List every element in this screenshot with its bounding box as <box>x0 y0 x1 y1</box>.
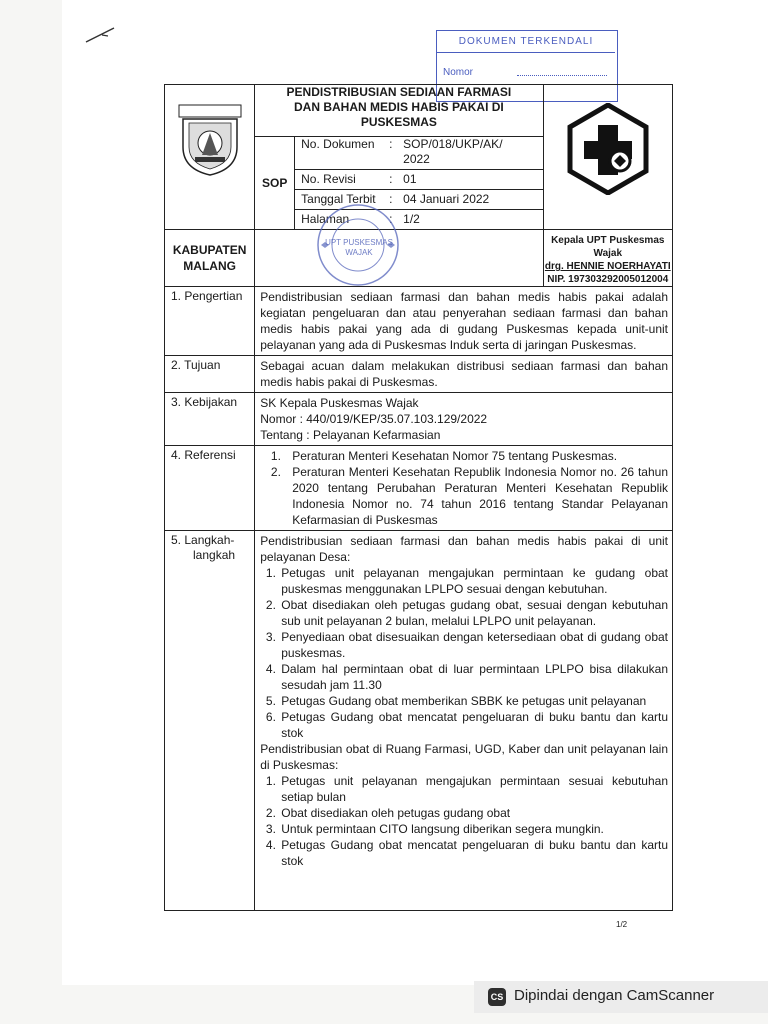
kepala-name: drg. HENNIE NOERHAYATI <box>544 261 671 272</box>
sop-title <box>255 85 543 137</box>
list-item: 3. Penyediaan obat disesuaikan dengan ketersediaan obat di gudang obat puskesmas. <box>279 629 668 661</box>
meta-value: SOP/018/UKP/AK/ 2022 <box>403 137 503 166</box>
puskesmas-logo-icon <box>566 103 650 195</box>
langkah-label-1: 5. Langkah- <box>171 533 235 547</box>
stamp-nomor-label: Nomor <box>443 67 474 78</box>
section-body-referensi <box>255 446 673 531</box>
meta-key: Tanggal Terbit <box>301 192 376 206</box>
kabupaten-label <box>165 230 255 287</box>
title-line-3: PUSKESMAS <box>360 115 437 129</box>
kebijakan-line: Tentang : Pelayanan Kefarmasian <box>260 428 441 442</box>
section-body-kebijakan <box>255 393 673 446</box>
list-item: 4. Dalam hal permintaan obat di luar permintaan LPLPO bisa dilakukan sesudah jam 11.30 <box>279 661 668 693</box>
meta-colon: : <box>389 212 393 226</box>
stamp-title: DOKUMEN TERKENDALI <box>437 31 615 53</box>
title-line-1: PENDISTRIBUSIAN SEDIAAN FARMASI <box>286 85 512 99</box>
section-label-tujuan: 2. Tujuan <box>165 356 255 393</box>
camscanner-text: Dipindai dengan CamScanner <box>514 987 715 1004</box>
sop-label: SOP <box>255 137 295 230</box>
section-label-langkah <box>165 531 255 911</box>
list-item: 2. Obat disediakan oleh petugas gudang obat, sesuai dengan kebutuhan sub unit pelayanan 2 bulan, melalui LPLPO unit pelayanan. <box>279 597 668 629</box>
meta-value: 1/2 <box>403 212 420 226</box>
logo-cell <box>165 85 255 230</box>
meta-colon: : <box>389 137 393 151</box>
kab-line-2: MALANG <box>183 259 236 273</box>
meta-colon: : <box>389 192 393 206</box>
kebijakan-line: SK Kepala Puskesmas Wajak <box>260 396 419 410</box>
list-item: 4. Petugas Gudang obat mencatat pengeluaran di buku bantu dan kartu stok <box>279 837 668 869</box>
langkah-intro-farmasi: Pendistribusian obat di Ruang Farmasi, UGD, Kaber dan unit pelayanan lain di Puskesmas: <box>260 742 668 772</box>
meta-value: 04 Januari 2022 <box>403 192 490 206</box>
list-item: 2. Peraturan Menteri Kesehatan Republik Indonesia Nomor no. 26 tahun 2020 tentang Perubahan Peraturan Menteri Kesehatan Republik Indonesia Nomor no. 74 tahun 2016 tentang Standar Pelayanan Kefarmasian di Puskesmas <box>284 464 668 528</box>
page-number: 1/2 <box>616 920 628 929</box>
meta-revisi <box>295 170 542 190</box>
kepala-title: Kepala UPT Puskesmas Wajak <box>551 235 665 259</box>
meta-key: Halaman <box>301 212 350 226</box>
kepala-cell <box>543 230 672 287</box>
kab-line-1: KABUPATEN <box>172 243 247 257</box>
stamp-dotted-line <box>517 75 607 76</box>
section-body-tujuan: Sebagai acuan dalam melakukan distribusi sediaan farmasi dan bahan medis habis pakai di Puskesmas. <box>255 356 673 393</box>
meta-colon: : <box>389 172 393 186</box>
title-line-2: DAN BAHAN MEDIS HABIS PAKAI DI <box>293 100 504 114</box>
meta-dokumen <box>295 137 542 170</box>
section-body-pengertian: Pendistribusian sediaan farmasi dan bahan medis habis pakai adalah kegiatan pengeluaran dan atau penyerahan sediaan farmasi dan bahan medis habis pakai yang ada di gudang Puskesmas kepada unit-unit pelayanan yang ada di Puskesmas Induk serta di jaringan Puskesmas. <box>255 287 673 356</box>
langkah-label-2: langkah <box>193 548 236 562</box>
list-item: 3. Untuk permintaan CITO langsung diberikan segera mungkin. <box>279 821 668 837</box>
puskesmas-logo-cell <box>543 85 672 230</box>
meta-value: 01 <box>403 172 417 186</box>
kebijakan-line: Nomor : 440/019/KEP/35.07.103.129/2022 <box>260 412 488 426</box>
list-item: 6. Petugas Gudang obat mencatat pengeluaran di buku bantu dan kartu stok <box>279 709 668 741</box>
camscanner-watermark <box>474 981 768 1013</box>
section-label-kebijakan: 3. Kebijakan <box>165 393 255 446</box>
list-item: 2. Obat disediakan oleh petugas gudang obat <box>279 805 668 821</box>
meta-key: No. Revisi <box>301 172 356 186</box>
list-item: 1. Petugas unit pelayanan mengajukan permintaan sesuai kebutuhan setiap bulan <box>279 773 668 805</box>
sop-table <box>164 84 673 911</box>
langkah-intro-desa: Pendistribusian sediaan farmasi dan bahan medis habis pakai di unit pelayanan Desa: <box>260 534 668 564</box>
section-label-referensi: 4. Referensi <box>165 446 255 531</box>
list-item: 5. Petugas Gudang obat memberikan SBBK ke petugas unit pelayanan <box>279 693 668 709</box>
section-body-langkah <box>255 531 673 911</box>
stamp-text: UPT PUSKESMAS WAJAK <box>325 238 393 257</box>
section-label-pengertian: 1. Pengertian <box>165 287 255 356</box>
list-item: 1. Petugas unit pelayanan mengajukan permintaan ke gudang obat puskesmas menggunakan LPLPO sesuai dengan kebutuhan. <box>279 565 668 597</box>
kabupaten-malang-logo-icon <box>175 103 245 177</box>
pen-mark-icon <box>84 26 116 44</box>
list-item: 1. Peraturan Menteri Kesehatan Nomor 75 tentang Puskesmas. <box>284 448 668 464</box>
kepala-nip: NIP. 197303292005012004 <box>547 274 669 285</box>
meta-key: No. Dokumen <box>301 137 375 151</box>
camscanner-logo-icon: CS <box>488 988 506 1006</box>
